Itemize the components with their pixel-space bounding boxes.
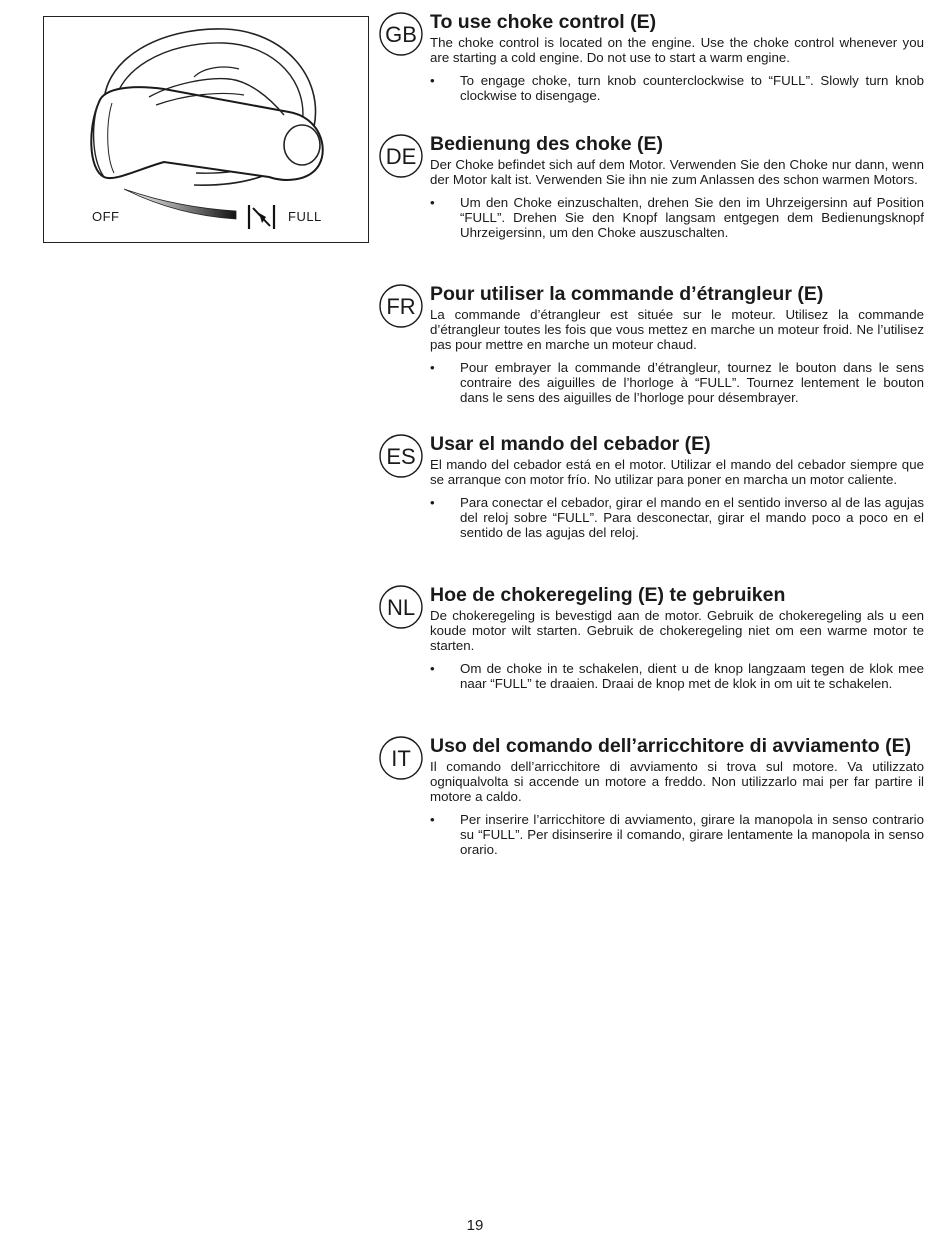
section-title: Uso del comando dell’arricchitore di avviamento (E) [430,735,912,757]
section-title: Bedienung des choke (E) [430,133,663,155]
section-nl [378,584,924,691]
section-it [378,735,924,857]
language-code: NL [386,595,416,620]
language-circle-icon [378,735,424,781]
choke-knob-illustration [43,16,369,243]
language-code: DE [385,144,417,169]
language-circle-icon [378,11,424,57]
section-title: To use choke control (E) [430,11,657,33]
language-circle-icon [378,433,424,479]
section-bullet: • Para conectar el cebador, girar el mando en el sentido inverso al de las agujas del reloj sobre “FULL”. Para desconectar, girar el mando poco a poco en el sentido de las agujas del reloj. [430,495,924,540]
section-bullet: • Um den Choke einzuschalten, drehen Sie den im Uhrzeigersinn auf Position “FULL”. Drehen Sie den Knopf langsam entgegen dem Bedienungsknopf Uhrzeigersinn, um den Choke auszuschalten. [430,195,924,240]
section-bullet: • Om de choke in te schakelen, dient u de knop langzaam tegen de klok mee naar “FULL” te draaien. Draai de knop met de klok in om uit te schakelen. [430,661,924,691]
language-code: IT [391,746,411,771]
full-label: FULL [288,209,322,224]
section-intro: La commande d’étrangleur est située sur le moteur. Utilisez la commande d’étrangleur toutes les fois que vous mettez en marche un moteur froid. Ne l’utilisez pas pour mettre en marche un moteur chaud. [430,307,924,352]
language-code: FR [386,294,416,319]
language-badge-gb [378,11,424,57]
language-badge-de [378,133,424,179]
language-circle-icon [378,133,424,179]
section-title: Hoe de chokeregeling (E) te gebruiken [430,584,786,606]
section-es [378,433,924,540]
page-number: 19 [466,1217,484,1234]
language-badge-fr [378,283,424,329]
language-badge-it [378,735,424,781]
section-intro: De chokeregeling is bevestigd aan de motor. Gebruik de chokeregeling als u een koude motor wilt starten. Gebruik de chokeregeling niet om een warme motor te starten. [430,608,924,653]
section-intro: Der Choke befindet sich auf dem Motor. Verwenden Sie den Choke nur dann, wenn der Motor kalt ist. Verwenden Sie ihn nie zum Anlassen des schon warmen Motors. [430,157,924,187]
section-title: Pour utiliser la commande d’étrangleur (E) [430,283,824,305]
section-bullet: • Per inserire l’arricchitore di avviamento, girare la manopola in senso contrario su “FULL”. Per disinserire il comando, girare lentamente la manopola in senso orario. [430,812,924,857]
section-gb [378,11,924,103]
section-fr [378,283,924,405]
language-circle-icon [378,584,424,630]
section-intro: El mando del cebador está en el motor. Utilizar el mando del cebador siempre que se arranque con motor frío. No utilizar para poner en marcha un motor caliente. [430,457,924,487]
language-code: GB [385,22,417,47]
section-bullet: • Pour embrayer la commande d’étrangleur, tournez le bouton dans le sens contraire des aiguilles de l’horloge à “FULL”. Tournez lentement le bouton dans le sens des aiguilles de l’horloge pour désembrayer. [430,360,924,405]
off-label: OFF [92,209,120,224]
section-de [378,133,924,240]
section-intro: Il comando dell’arricchitore di avviamento si trova sul motore. Va utilizzato ogniqualvolta si accende un motore a freddo. Non utilizzarlo mai per far partire il motore a caldo. [430,759,924,804]
language-code: ES [386,444,416,469]
language-badge-es [378,433,424,479]
section-bullet: • To engage choke, turn knob counterclockwise to “FULL”. Slowly turn knob clockwise to disengage. [430,73,924,103]
language-circle-icon [378,283,424,329]
language-badge-nl [378,584,424,630]
section-title: Usar el mando del cebador (E) [430,433,711,455]
section-intro: The choke control is located on the engine. Use the choke control whenever you are starting a cold engine. Do not use to start a warm engine. [430,35,924,65]
